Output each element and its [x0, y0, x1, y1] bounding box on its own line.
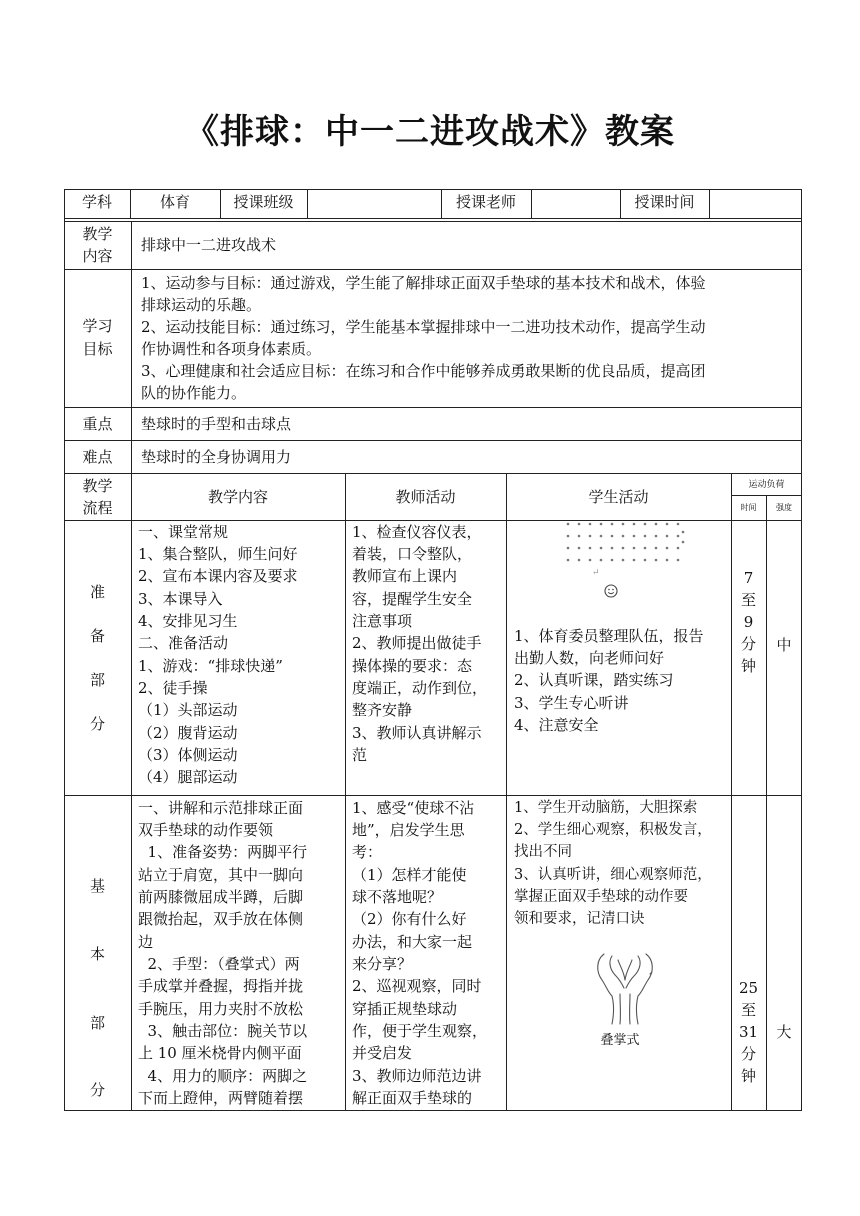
student-line: 找出不同 [514, 844, 572, 860]
content-line: （2）腹背运动 [138, 724, 238, 742]
student-line: 2、认真听课，踏实练习 [514, 671, 674, 689]
section-char: 分 [89, 1081, 105, 1099]
content-line: 2、手型：（叠掌式）两 [138, 955, 300, 973]
prep-intensity: 中 [776, 636, 792, 654]
teacher-line: （2）你有什么好 [352, 910, 467, 928]
content-line: 2、徒手操 [138, 679, 208, 697]
time-char: 31 [738, 1023, 759, 1041]
time-char: 7 [743, 569, 754, 587]
content-line: 一、讲解和示范排球正面 [138, 799, 304, 817]
teacher-label: 授课老师 [455, 193, 516, 211]
figure-caption: 叠掌式 [600, 1033, 640, 1048]
content-value: 排球中一二进攻战术 [141, 236, 277, 254]
teacher-line: 2、巡视观察，同时 [352, 977, 482, 995]
teacher-line: 教师宣布上课内 [352, 567, 458, 585]
time-char: 分 [740, 635, 756, 653]
section-char: 部 [89, 671, 105, 689]
content-line: （1）头部运动 [138, 701, 238, 719]
content-line: 1、准备姿势：两脚平行 [138, 843, 308, 861]
teacher-line: 办法，和大家一起 [352, 933, 473, 951]
content-line: 1、集合整队，师生问好 [138, 545, 298, 563]
process-label-line-2: 流程 [82, 499, 113, 517]
goals-label-line-2: 目标 [82, 340, 113, 358]
teacher-line: 球不落地呢？ [352, 888, 443, 906]
goals-line: 2、运动技能目标：通过练习，学生能基本掌握排球中一二进功技术动作，提高学生动 [141, 318, 706, 336]
content-line: 2、宣布本课内容及要求 [138, 567, 298, 585]
difficulty-value: 垫球时的全身协调用力 [141, 448, 292, 466]
content-line: 4、用力的顺序：两脚之 [138, 1067, 308, 1085]
teacher-line: 操体操的要求：态 [352, 657, 473, 675]
class-label: 授课班级 [233, 193, 294, 211]
student-line: 出勤人数，向老师问好 [514, 649, 665, 667]
formation-diagram [566, 522, 688, 568]
teacher-line: 来分享？ [352, 955, 413, 973]
teacher-line: 注意事项 [352, 612, 413, 630]
goals-line: 作协调性和各项身体素质。 [141, 340, 322, 358]
clasped-hands-illustration [590, 950, 660, 1032]
teacher-line: 范 [352, 746, 368, 764]
time-char: 至 [740, 591, 756, 609]
student-line: 掌握正面双手垫球的动作要 [514, 889, 688, 905]
teacher-line: 1、感受“使球不沾 [352, 799, 475, 817]
content-line: （4）腿部运动 [138, 768, 238, 786]
teacher-line: 3、教师认真讲解示 [352, 724, 482, 742]
student-line: 2、学生细心观察，积极发言， [514, 822, 712, 838]
time-label: 授课时间 [634, 193, 695, 211]
teacher-line: 着装，口令整队， [352, 545, 473, 563]
content-line: （3）体侧运动 [138, 746, 238, 764]
teacher-line: 作，便于学生观察， [352, 1022, 488, 1040]
time-char: 25 [738, 979, 759, 997]
content-line: 边 [138, 933, 154, 951]
difficulty-label: 难点 [82, 448, 113, 466]
teacher-line: 整齐安静 [352, 701, 413, 719]
content-line: 二、准备活动 [138, 634, 229, 652]
content-line: 3、触击部位：腕关节以 [138, 1022, 308, 1040]
content-line: 4、安排见习生 [138, 612, 238, 630]
section-char: 部 [89, 1014, 105, 1032]
teacher-line: 解正面双手垫球的 [352, 1089, 473, 1107]
student-line: 领和要求，记清口诀 [514, 911, 645, 927]
column-header-intensity: 强度 [776, 503, 792, 512]
goals-line: 3、心理健康和社会适应目标：在练习和合作中能够养成勇敢果断的优良品质，提高团 [141, 362, 706, 380]
student-line: 3、学生专心听讲 [514, 694, 629, 712]
section-char: 分 [89, 715, 105, 733]
content-line: 跟微抬起，双手放在体侧 [138, 910, 304, 928]
smiley-icon [604, 584, 618, 598]
column-header-time: 时间 [740, 503, 757, 512]
content-line: 双手垫球的动作要领 [138, 821, 274, 839]
basic-intensity: 大 [776, 1023, 792, 1041]
content-line: 手腕压，用力夹肘不放松 [138, 1000, 304, 1018]
content-label-line-1: 教学 [82, 225, 113, 243]
subject-label: 学科 [81, 193, 112, 211]
teacher-line: 1、检查仪容仪表， [352, 523, 482, 541]
content-line: 站立于肩宽，其中一脚向 [138, 866, 304, 884]
column-header-teacher: 教师活动 [395, 488, 456, 506]
teacher-line: （1）怎样才能使 [352, 866, 467, 884]
student-line: 1、学生开动脑筋，大胆探索 [514, 800, 698, 816]
teacher-line: 度端正，动作到位， [352, 679, 488, 697]
student-line: 1、体育委员整理队伍，报告 [514, 627, 704, 645]
content-line: 1、游戏：“排球快递” [138, 657, 283, 675]
goals-line: 队的协作能力。 [141, 384, 247, 402]
content-line: 3、本课导入 [138, 590, 223, 608]
section-char: 备 [89, 627, 105, 645]
goals-line: 排球运动的乐趣。 [141, 296, 262, 314]
goals-line: 1、运动参与目标：通过游戏，学生能了解排球正面双手垫球的基本技术和战术，体验 [141, 274, 706, 292]
student-line: 3、认真听讲，细心观察师范， [514, 867, 712, 883]
section-char: 基 [89, 877, 105, 895]
process-label-line-1: 教学 [82, 477, 113, 495]
teacher-line: 考： [352, 843, 383, 861]
key-point-label: 重点 [82, 415, 113, 433]
teacher-line: 并受启发 [352, 1044, 413, 1062]
column-header-load: 运动负荷 [748, 480, 785, 490]
content-line: 一、课堂常规 [138, 523, 229, 541]
column-header-student: 学生活动 [588, 488, 649, 506]
page-title: 《排球：中一二进攻战术》教案 [185, 112, 675, 152]
time-char: 9 [743, 613, 754, 631]
section-char: 准 [89, 583, 105, 601]
teacher-line: 2、教师提出做徒手 [352, 634, 482, 652]
teacher-line: 地”，启发学生思 [352, 821, 465, 839]
teacher-line: 穿插正规垫球动 [352, 1000, 458, 1018]
return-mark: ↵ [592, 568, 600, 578]
column-header-content: 教学内容 [207, 488, 268, 506]
time-char: 钟 [740, 1067, 756, 1085]
teacher-line: 3、教师边师范边讲 [352, 1067, 482, 1085]
key-point-value: 垫球时的手型和击球点 [141, 415, 292, 433]
goals-label-line-1: 学习 [82, 317, 113, 335]
content-label-line-2: 内容 [82, 247, 113, 265]
section-char: 本 [89, 945, 105, 963]
content-line: 手成掌并叠握，拇指并拢 [138, 977, 304, 995]
teacher-line: 容，提醒学生安全 [352, 590, 473, 608]
content-line: 前两膝微屈成半蹲，后脚 [138, 888, 304, 906]
subject-value: 体育 [159, 193, 190, 211]
time-char: 分 [740, 1045, 756, 1063]
content-line: 上 10 厘米桡骨内侧平面 [138, 1044, 302, 1062]
time-char: 至 [740, 1001, 756, 1019]
student-line: 4、注意安全 [514, 716, 599, 734]
time-char: 钟 [740, 657, 756, 675]
content-line: 下而上蹬伸，两臂随着摆 [138, 1089, 304, 1107]
